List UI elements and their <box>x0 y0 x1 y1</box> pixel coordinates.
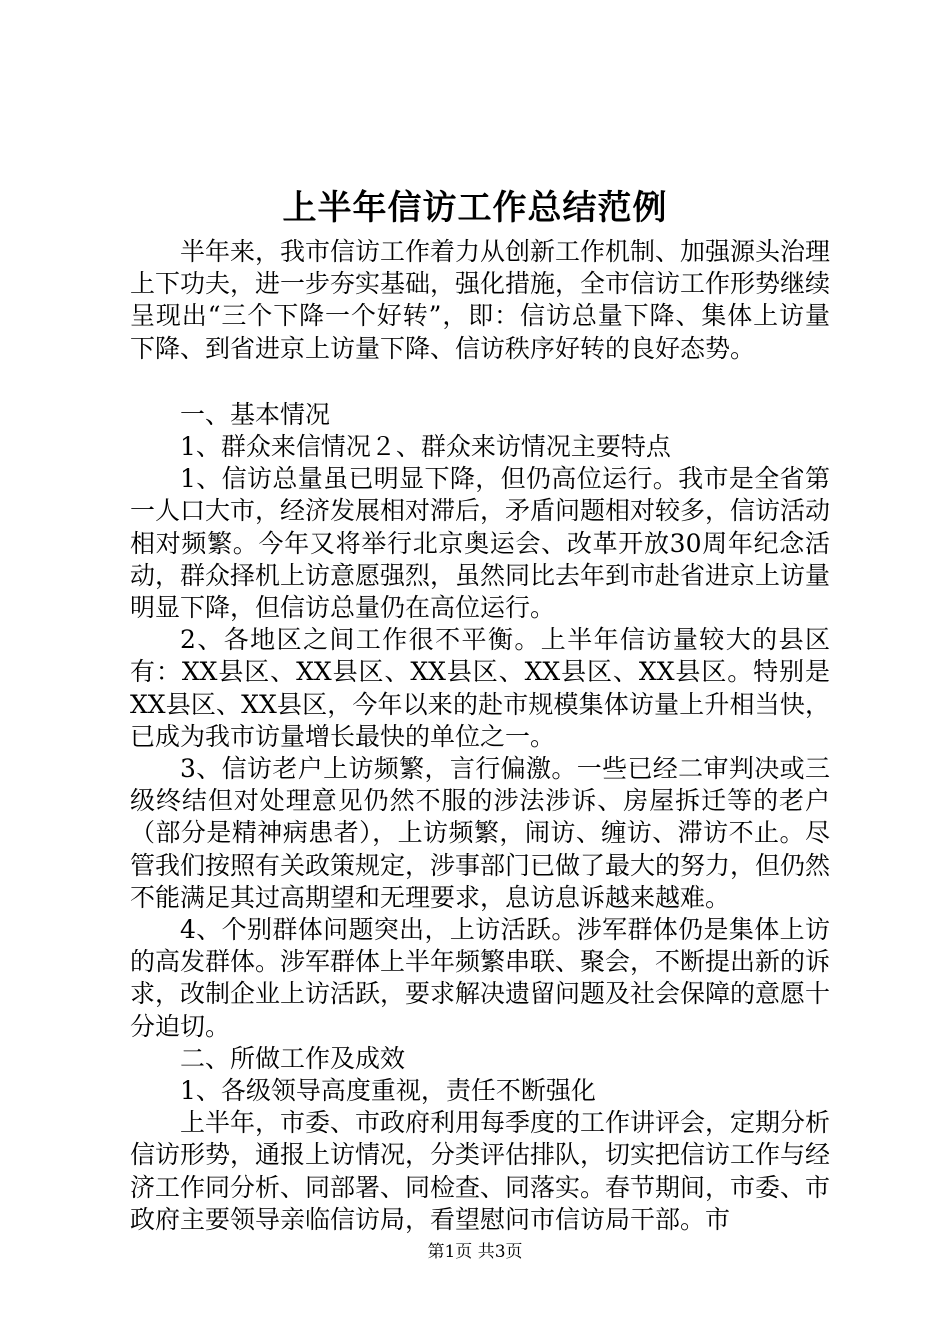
paragraph-point-4: 4、个别群体问题突出，上访活跃。涉军群体仍是集体上访的高发群体。涉军群体上半年频繁串联、聚会，不断提出新的诉求，改制企业上访活跃，要求解决遗留问题及社会保障的意愿十分迫切。 <box>130 915 831 1041</box>
paragraph-point-2: 2、各地区之间工作很不平衡。上半年信访量较大的县区有：XX县区、XX县区、XX县区、XX县区、XX县区。特别是XX县区、XX县区，今年以来的赴市规模集体访量上升相当快，已成为我市访量增长最快的单位之一。 <box>130 625 830 751</box>
document-body <box>130 236 830 1236</box>
page-footer: 第1页 共3页 <box>427 1242 523 1262</box>
section-heading-basic-situation: 一、基本情况 <box>180 399 331 429</box>
subheading-leadership: 1、各级领导高度重视，责任不断强化 <box>180 1076 596 1106</box>
paragraph-leadership: 上半年，市委、市政府利用每季度的工作讲评会，定期分析信访形势，通报上访情况，分类评估排队，切实把信访工作与经济工作同分析、同部署、同检查、同落实。春节期间，市委、市政府主要领导亲临信访局，看望慰问市信访局干部。市 <box>130 1108 831 1234</box>
paragraph-point-1: 1、信访总量虽已明显下降，但仍高位运行。我市是全省第一人口大市，经济发展相对滞后，矛盾问题相对较多，信访活动相对频繁。今年又将举行北京奥运会、改革开放30周年纪念活动，群众择机上访意愿强烈，虽然同比去年到市赴省进京上访量明显下降，但信访总量仍在高位运行。 <box>130 464 831 623</box>
subheading-letters-and-visits: 1、群众来信情况２、群众来访情况主要特点 <box>180 432 671 462</box>
intro-paragraph: 半年来，我市信访工作着力从创新工作机制、加强源头治理上下功夫，进一步夯实基础，强化措施，全市信访工作形势继续呈现出“三个下降一个好转”，即：信访总量下降、集体上访量下降、到省进京上访量下降、信访秩序好转的良好态势。 <box>130 237 831 363</box>
section-heading-work-done: 二、所做工作及成效 <box>180 1043 406 1073</box>
paragraph-point-3: 3、信访老户上访频繁，言行偏激。一些已经二审判决或三级终结但对处理意见仍然不服的涉法涉诉、房屋拆迁等的老户（部分是精神病患者），上访频繁，闹访、缠访、滞访不止。尽管我们按照有关政策规定，涉事部门已做了最大的努力，但仍然不能满足其过高期望和无理要求，息访息诉越来越难。 <box>130 754 831 912</box>
document-title: 上半年信访工作总结范例 <box>282 188 668 228</box>
